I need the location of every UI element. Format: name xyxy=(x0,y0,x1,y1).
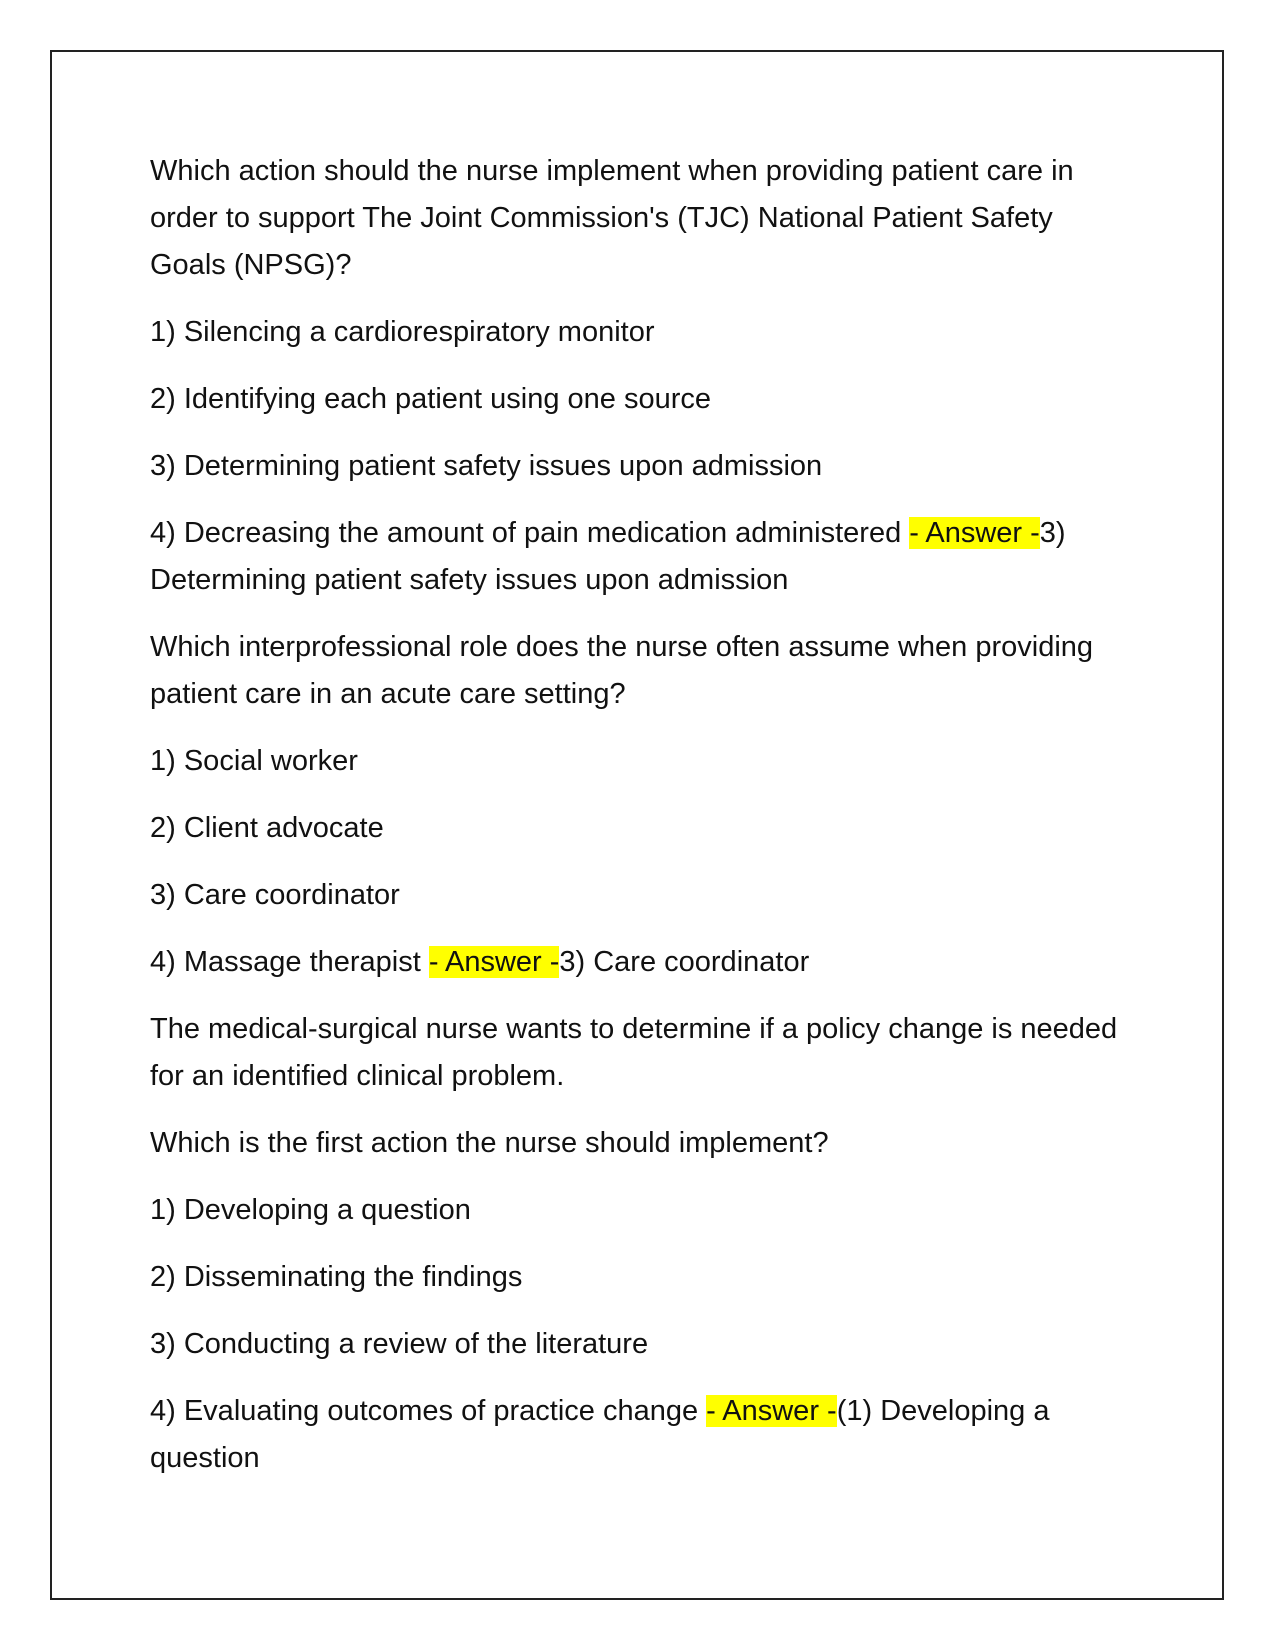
question-1-option-1: 1) Silencing a cardiorespiratory monitor xyxy=(150,316,655,348)
question-3-option-4-with-answer xyxy=(150,1388,1130,1482)
answer-marker: - Answer - xyxy=(706,1395,837,1427)
question-2-option-3: 3) Care coordinator xyxy=(150,879,400,911)
question-3-stem: The medical-surgical nurse wants to determine if a policy change is needed for an identified clinical problem. xyxy=(150,1013,1118,1092)
question-3-option-1: 1) Developing a question xyxy=(150,1194,471,1226)
question-1-stem: Which action should the nurse implement when providing patient care in order to support The Joint Commission's (TJC) National Patient Safety Goals (NPSG)? xyxy=(150,155,1074,281)
question-3-option-3: 3) Conducting a review of the literature xyxy=(150,1328,649,1360)
answer-marker: - Answer - xyxy=(909,517,1040,549)
question-2-option-2: 2) Client advocate xyxy=(150,812,384,844)
question-2-option-1: 1) Social worker xyxy=(150,745,358,777)
question-3-stem-prompt: Which is the first action the nurse should implement? xyxy=(150,1127,829,1159)
answer-marker: - Answer - xyxy=(428,946,560,978)
question-2-answer: 3) Care coordinator xyxy=(559,946,810,978)
question-1-answer: 3) Determining patient safety issues upon admission xyxy=(150,517,1066,596)
question-3-option-2: 2) Disseminating the findings xyxy=(150,1261,523,1293)
question-1-option-4-with-answer xyxy=(150,510,1130,604)
question-1-option-3: 3) Determining patient safety issues upon admission xyxy=(150,450,823,482)
question-2-stem: Which interprofessional role does the nurse often assume when providing patient care in an acute care setting? xyxy=(150,631,1094,710)
document-body xyxy=(150,148,1130,1502)
question-1-option-4: 4) Decreasing the amount of pain medication administered xyxy=(150,517,910,549)
question-1-option-2: 2) Identifying each patient using one source xyxy=(150,383,712,415)
question-2-option-4-with-answer xyxy=(150,939,1130,986)
question-3-answer: (1) Developing a question xyxy=(150,1395,1050,1474)
question-2-option-4: 4) Massage therapist xyxy=(150,946,429,978)
question-3-option-4: 4) Evaluating outcomes of practice change xyxy=(150,1395,707,1427)
